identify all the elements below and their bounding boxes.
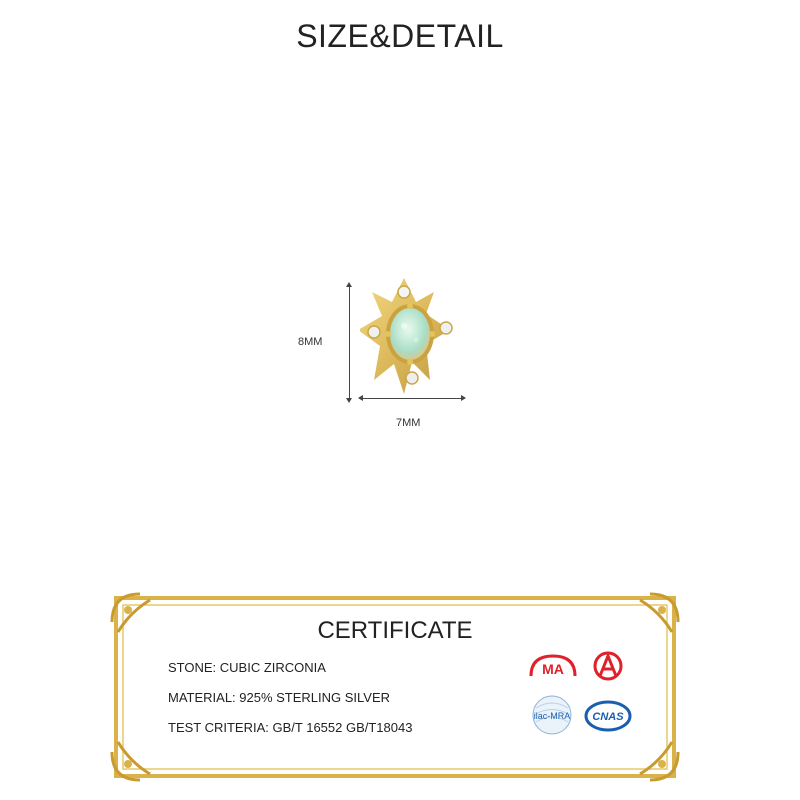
- svg-text:CNAS: CNAS: [592, 711, 624, 723]
- earring-image: [360, 270, 470, 400]
- width-label: 7MM: [396, 417, 421, 429]
- height-dimension-line: [349, 285, 350, 400]
- ma-logo-icon: [528, 652, 578, 680]
- cnas-logo-icon: [584, 698, 632, 734]
- certificate-title: CERTIFICATE: [317, 617, 473, 644]
- height-label: 8MM: [298, 336, 323, 348]
- cal-logo-icon: [588, 650, 628, 682]
- height-arrow-top: [346, 282, 352, 287]
- height-arrow-bottom: [346, 398, 352, 403]
- cert-criteria-line: TEST CRITERIA: GB/T 16552 GB/T18043: [168, 720, 413, 735]
- svg-text:ilac-MRA: ilac-MRA: [533, 711, 571, 721]
- cert-stone-line: STONE: CUBIC ZIRCONIA: [168, 660, 326, 675]
- ilac-mra-logo-icon: [528, 694, 576, 736]
- page-title: SIZE&DETAIL: [296, 18, 504, 54]
- svg-text:MA: MA: [542, 661, 564, 677]
- cert-material-line: MATERIAL: 925% STERLING SILVER: [168, 690, 391, 705]
